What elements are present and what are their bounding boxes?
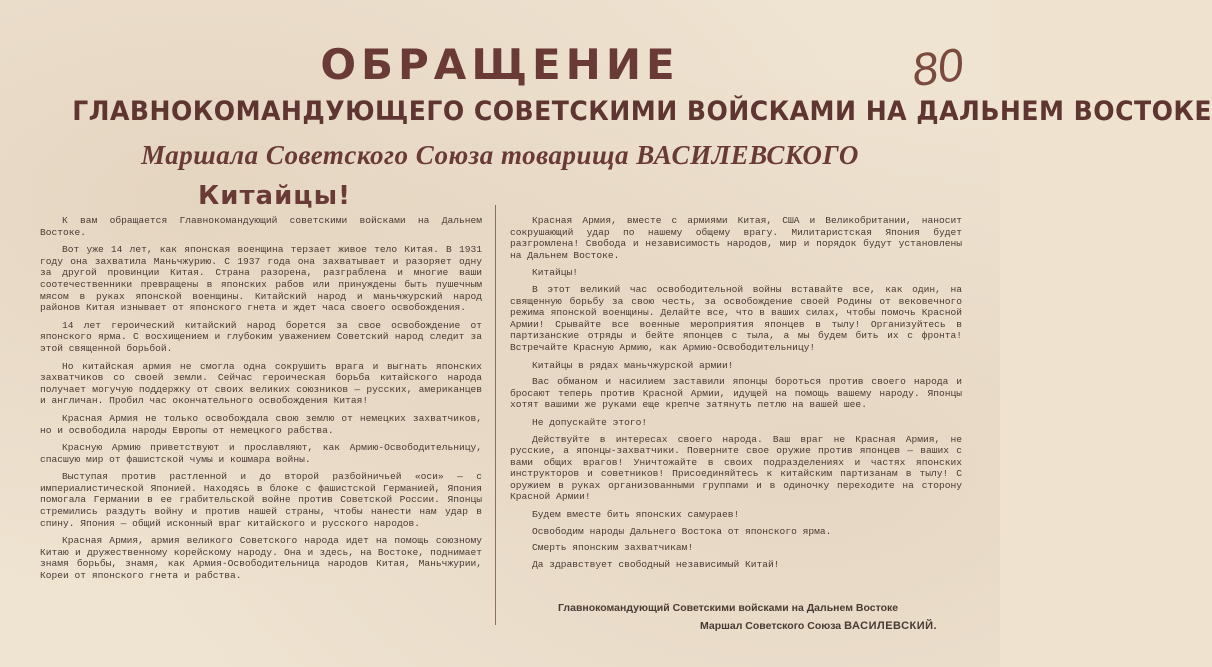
left-paragraph: Красная Армия не только освобождала свою землю от немецких захватчиков, но и освободила народы Европы от немецкого рабства. bbox=[40, 412, 482, 436]
right-paragraph: Смерть японским захватчикам! bbox=[532, 542, 694, 554]
left-paragraph: Красная Армия, армия великого Советского народа идет на помощь союзному Китаю и дружественному корейскому народу. Она и здесь, на Востоке, поднимает знамя борьбы, знамя, как Армия-Освободительница народов Китая, Маньчжурии, Кореи от японского гнета и рабства. bbox=[40, 535, 482, 582]
left-column bbox=[40, 215, 482, 588]
address-heading: Китайцы! bbox=[198, 181, 351, 211]
right-paragraph: Не допускайте этого! bbox=[532, 416, 648, 428]
right-paragraph: Будем вместе бить японских самураев! bbox=[532, 509, 740, 521]
left-paragraph: 14 лет героический китайский народ борется за свое освобождение от японского ярма. С восхищением и глубоким уважением Советский народ следит за этой священной борьбой. bbox=[40, 319, 482, 354]
signature-line bbox=[700, 620, 937, 632]
right-paragraph: Китайцы в рядах маньчжурской армии! bbox=[532, 359, 734, 371]
right-paragraph: Вас обманом и насилием заставили японцы бороться против своего народа и бросают теперь против Красной Армии, идущей на помощь вашему народу. Японцы хотят вашими же руками еще крепче затянуть петлю на вашей шее. bbox=[510, 376, 962, 411]
left-paragraph: Красную Армию приветствуют и прославляют, как Армию-Освободительницу, спасшую мир от фашистской чумы и кошмара войны. bbox=[40, 442, 482, 465]
author-line: Маршала Советского Союза товарища ВАСИЛЕВСКОГО bbox=[141, 140, 859, 170]
left-paragraph: Но китайская армия не смогла одна сокрушить врага и выгнать японских захватчиков со своей земли. Сейчас героическая борьба китайского народа получает могучую поддержку от своих великих союзников — русских, американцев и англичан. Пробил час окончательного освобождения Китая! bbox=[40, 360, 482, 407]
right-paragraph: Да здравствует свободный независимый Китай! bbox=[532, 558, 780, 570]
right-paragraph: Китайцы! bbox=[532, 267, 579, 279]
signature-name: ВАСИЛЕВСКИЙ. bbox=[844, 620, 938, 632]
left-paragraph: К вам обращается Главнокомандующий советскими войсками на Дальнем Востоке. bbox=[40, 215, 482, 238]
right-column bbox=[510, 215, 962, 575]
right-paragraph: В этот великий час освободительной войны вставайте все, как один, на священную борьбу за свою честь, за освобождение своей Родины от вековечного режима японской военщины. Делайте все, что в ваших силах, чтобы помочь Красной Армии! Срывайте все военные мероприятия японцев в тылу! Организуйтесь в партизанские отряды и бейте японцев с тыла, а мы будем бить их с фронта! Встречайте Красную Армию, как Армию-Освободительницу! bbox=[510, 283, 962, 353]
right-paragraph: Освободим народы Дальнего Востока от японского ярма. bbox=[532, 525, 832, 537]
signature-title: Главнокомандующий Советскими войсками на Дальнем Востоке bbox=[558, 602, 899, 614]
column-divider bbox=[495, 205, 496, 625]
document-title: ОБРАЩЕНИЕ bbox=[320, 40, 680, 89]
archive-number: 80 bbox=[908, 37, 967, 97]
document-subtitle: ГЛАВНОКОМАНДУЮЩЕГО СОВЕТСКИМИ ВОЙСКАМИ НА ДАЛЬНЕМ ВОСТОКЕ bbox=[72, 96, 1212, 127]
right-paragraph: Действуйте в интересах своего народа. Ваш враг не Красная Армия, не русские, а японцы-захватчики. Поверните свое оружие против японцев — ваших с вами общих врагов! Уничтожайте в своих подразделениях и частях японских инструкторов и советников! Присоединяйтесь к китайским партизанам в тылу! С оружием в руках организованными группами и в одиночку переходите на сторону Красной Армии! bbox=[510, 433, 962, 503]
left-paragraph: Вот уже 14 лет, как японская военщина терзает живое тело Китая. В 1931 году она захватила Маньчжурию. С 1937 года она захватывает и разоряет одну за другой провинции Китая. Страна разорена, разграблена и многие ваши соотечественники превращены в японских рабов или принуждены быть пушечным мясом в руках японской военщины. Китайский народ и маньчжурский народ районов Китая изнывает от японского гнета и ждет часа своего освобождения. bbox=[40, 244, 482, 314]
signature-rank: Маршал Советского Союза bbox=[700, 620, 842, 632]
right-paragraph: Красная Армия, вместе с армиями Китая, США и Великобритании, наносит сокрушающий удар по нашему общему врагу. Милитаристская Япония будет разгромлена! Свобода и независимость народов, мир и порядок будут установлены на Дальнем Востоке. bbox=[510, 215, 962, 261]
left-paragraph: Выступая против растленной и до второй разбойничьей «оси» — с империалистической Японией. Находясь в блоке с фашистской Германией, Япония помогала Германии в ее грабительской войне против Советской России. Японцы стремились раздуть войну и против нашей страны, чтобы нанести нам удар в спину. Япония — общий исконный враг китайского и русского народов. bbox=[40, 471, 482, 529]
